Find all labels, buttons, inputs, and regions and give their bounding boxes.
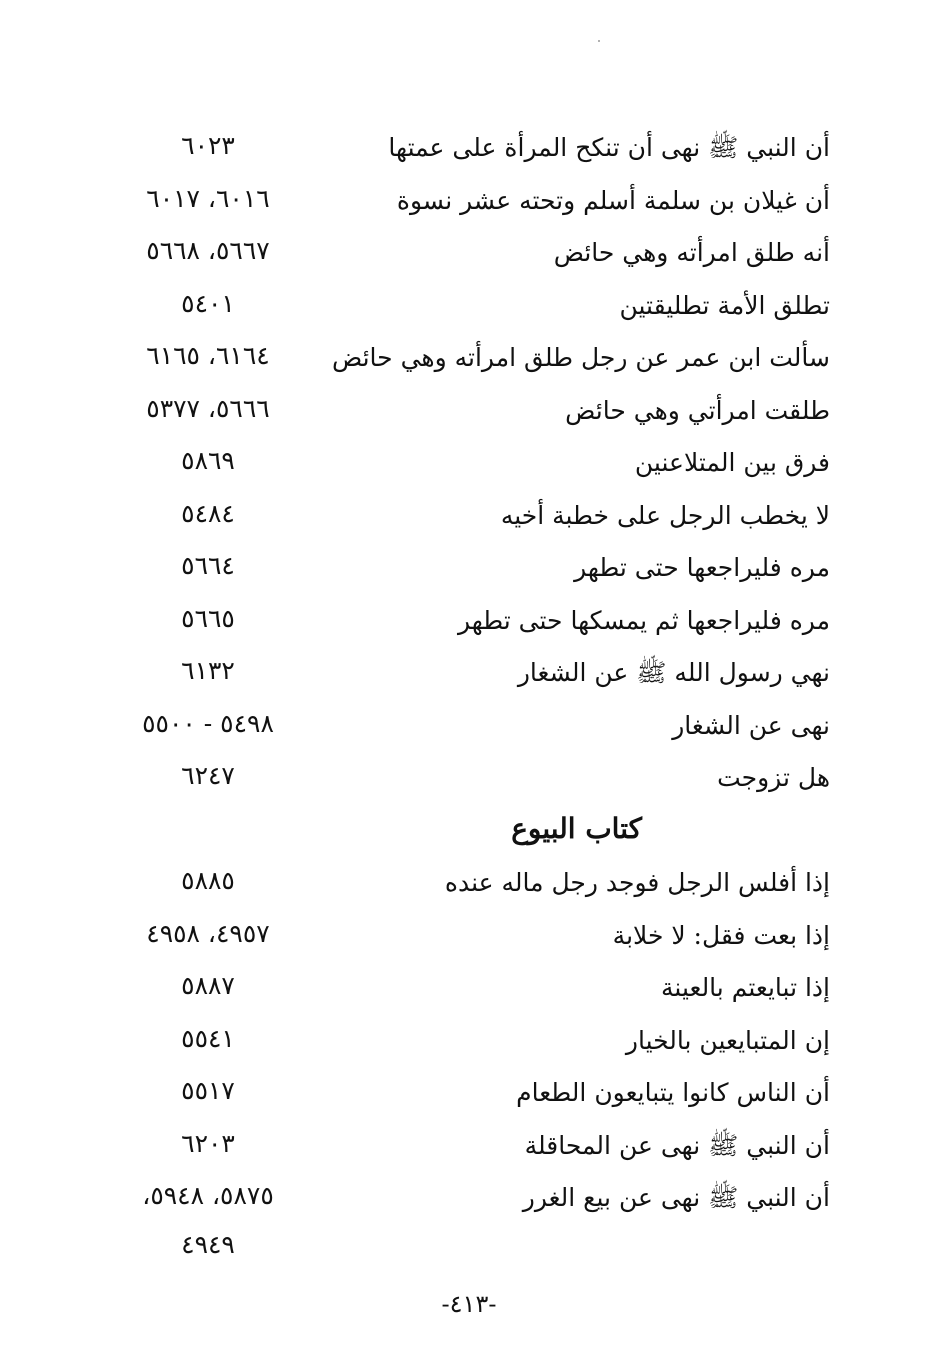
hadith-title: إذا أفلس الرجل فوجد رجل ماله عنده [444, 868, 830, 897]
hadith-title: أن غيلان بن سلمة أسلم وتحته عشر نسوة [396, 185, 830, 215]
hadith-title: إن المتبايعين بالخيار [625, 1025, 830, 1055]
hadith-refs: ٦١٦٤، ٦١٦٥ [146, 341, 270, 370]
index-row [0, 962, 938, 1015]
hadith-title: سألت ابن عمر عن رجل طلق امرأته وهي حائض [331, 343, 830, 372]
index-row [0, 857, 938, 910]
index-row [0, 490, 938, 543]
hadith-title: تطلق الأمة تطليقتين [619, 290, 830, 320]
hadith-refs: ٥٦٦٦، ٥٣٧٧ [146, 393, 270, 423]
hadith-title: إذا تبايعتم بالعينة [661, 973, 830, 1002]
hadith-refs: ٥٥٤١ [181, 1023, 235, 1053]
hadith-title: لا يخطب الرجل على خطبة أخيه [500, 500, 830, 530]
hadith-title: هل تزوجت [717, 763, 830, 792]
hadith-title: أن الناس كانوا يتبايعون الطعام [516, 1078, 830, 1107]
index-row [0, 437, 938, 490]
index-row [0, 385, 938, 438]
hadith-title: نهي رسول الله ﷺ عن الشغار [517, 658, 830, 687]
hadith-refs: ٥٨٧٥، ٥٩٤٨، [142, 1181, 274, 1210]
index-row [0, 1120, 938, 1173]
scan-speck [598, 40, 600, 42]
hadith-refs: ٥٨٨٥ [181, 866, 235, 895]
hadith-refs: ٤٩٥٧، ٤٩٥٨ [146, 918, 270, 948]
hadith-title: أنه طلق امرأته وهي حائض [553, 238, 830, 267]
hadith-title: فرق بين المتلاعنين [634, 448, 830, 477]
hadith-title: نهى عن الشغار [672, 710, 830, 740]
index-row-continuation [0, 1225, 938, 1269]
index-row [0, 122, 938, 175]
index-row [0, 700, 938, 753]
index-row [0, 227, 938, 280]
hadith-index-list [0, 122, 938, 1269]
index-row [0, 910, 938, 963]
index-row [0, 752, 938, 805]
hadith-refs: ٥٨٨٧ [181, 971, 235, 1000]
index-row [0, 175, 938, 228]
hadith-refs: ٦٢٠٣ [181, 1128, 235, 1158]
hadith-title: أن النبي ﷺ نهى عن بيع الغرر [522, 1183, 830, 1212]
index-row [0, 1015, 938, 1068]
hadith-refs: ٥٤٨٤ [181, 498, 235, 528]
index-row [0, 280, 938, 333]
hadith-refs: ٦٠٢٣ [181, 131, 235, 160]
hadith-refs: ٥٤٩٨ - ٥٥٠٠ [142, 708, 274, 738]
index-row [0, 332, 938, 385]
hadith-refs: ٥٤٠١ [181, 288, 235, 318]
hadith-refs: ٥٨٦٩ [181, 446, 235, 475]
hadith-title: أن النبي ﷺ نهى أن تنكح المرأة على عمتها [388, 133, 830, 162]
hadith-title: أن النبي ﷺ نهى عن المحاقلة [524, 1130, 830, 1160]
index-row [0, 542, 938, 595]
hadith-refs: ٥٦٦٧، ٥٦٦٨ [146, 236, 270, 265]
hadith-refs: ٦٠١٦، ٦٠١٧ [146, 183, 270, 213]
hadith-refs: ٥٦٦٤ [181, 551, 235, 580]
index-row [0, 647, 938, 700]
index-row [0, 1172, 938, 1225]
hadith-refs: ٦٢٤٧ [181, 761, 235, 790]
section-heading: كتاب البيوع [511, 811, 642, 845]
hadith-title: إذا بعت فقل: لا خلابة [612, 920, 830, 950]
page-number: -٤١٣- [441, 1290, 497, 1318]
hadith-title: مره فليراجعها حتى تطهر [574, 553, 830, 582]
hadith-refs: ٥٥١٧ [181, 1076, 235, 1105]
hadith-refs: ٦١٣٢ [181, 656, 235, 685]
section-heading-row [0, 805, 938, 858]
hadith-title: طلقت امرأتي وهي حائض [565, 395, 830, 425]
index-row [0, 1067, 938, 1120]
hadith-refs: ٥٦٦٥ [181, 603, 235, 633]
hadith-title: مره فليراجعها ثم يمسكها حتى تطهر [457, 605, 830, 635]
hadith-refs-continued: ٤٩٤٩ [181, 1229, 235, 1259]
index-row [0, 595, 938, 648]
